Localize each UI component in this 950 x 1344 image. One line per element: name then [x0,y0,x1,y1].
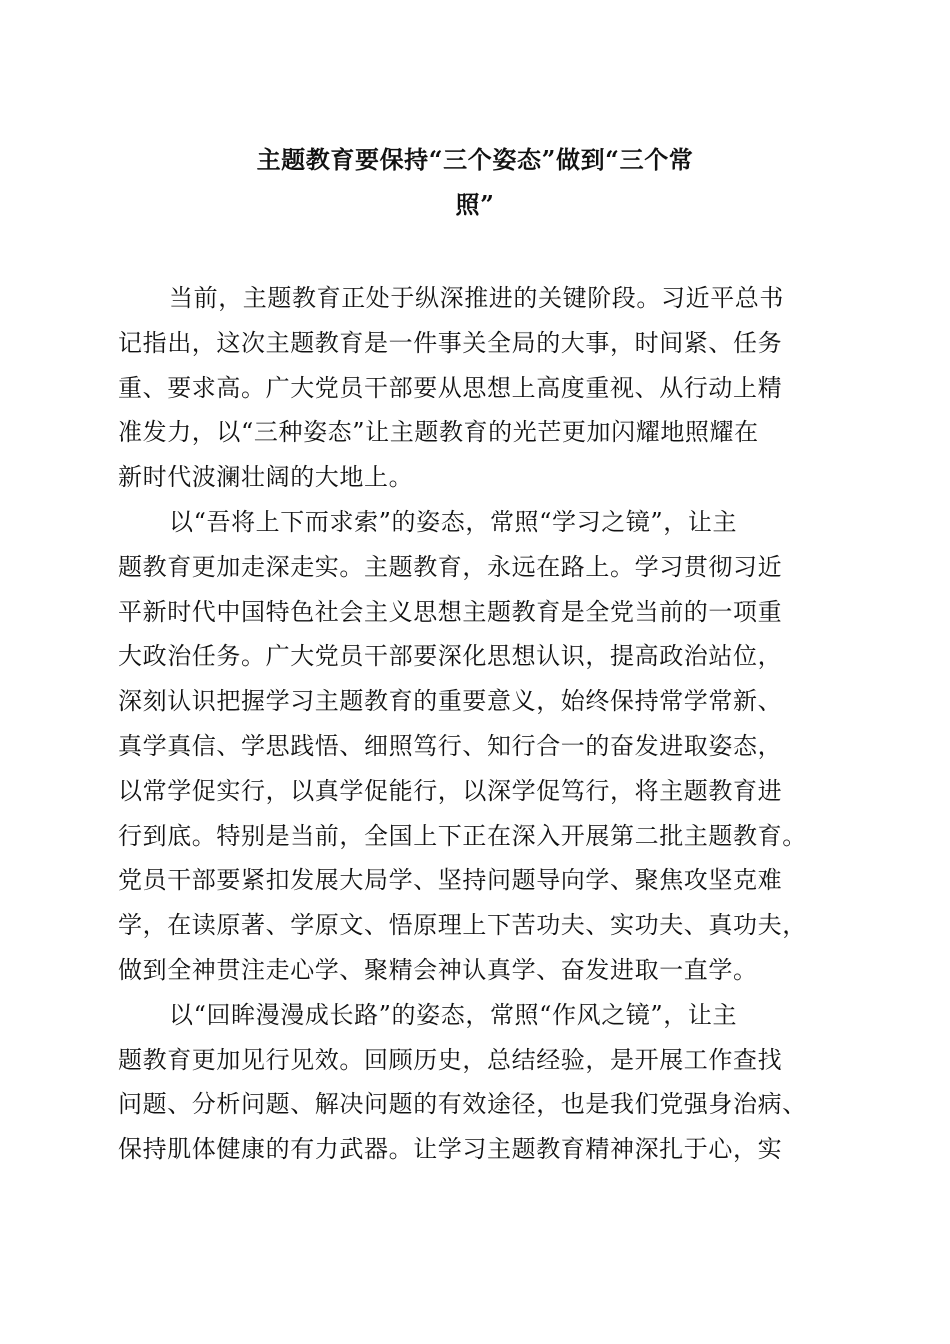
paragraph-line: 题教育更加走深走实。主题教育，永远在路上。学习贯彻习近 [118,552,783,581]
paragraph-line: 深刻认识把握学习主题教育的重要意义，始终保持常学常新、 [118,687,783,716]
paragraph-3 [118,993,838,1172]
document-title [118,138,832,228]
paragraph-line: 以常学促实行，以真学促能行，以深学促笃行，将主题教育进 [118,776,783,805]
paragraph-line: 题教育更加见行见效。回顾历史，总结经验，是开展工作查找 [118,1045,783,1074]
paragraph-line: 以“吾将上下而求索”的姿态，常照“学习之镜”，让主 [169,507,738,536]
paragraph-line: 保持肌体健康的有力武器。让学习主题教育精神深扎于心，实 [118,1135,783,1164]
paragraph-line: 准发力，以“三种姿态”让主题教育的光芒更加闪耀地照耀在 [118,418,759,447]
title-line: 照” [455,189,495,219]
paragraph-line: 平新时代中国特色社会主义思想主题教育是全党当前的一项重 [118,597,783,626]
paragraph-line: 记指出，这次主题教育是一件事关全局的大事，时间紧、任务 [118,328,783,357]
paragraph-line: 党员干部要紧扣发展大局学、坚持问题导向学、聚焦攻坚克难 [118,866,783,895]
paragraph-line: 学，在读原著、学原文、悟原理上下苦功夫、实功夫、真功夫， [118,911,807,940]
document-body [118,276,838,1172]
paragraph-2 [118,500,838,993]
paragraph-line: 新时代波澜壮阔的大地上。 [118,463,414,492]
paragraph-line: 重、要求高。广大党员干部要从思想上高度重视、从行动上精 [118,373,783,402]
paragraph-line: 大政治任务。广大党员干部要深化思想认识，提高政治站位， [118,642,783,671]
paragraph-line: 行到底。特别是当前，全国上下正在深入开展第二批主题教育。 [118,821,807,850]
paragraph-1 [118,276,838,500]
title-line: 主题教育要保持“三个姿态”做到“三个常 [256,145,694,174]
paragraph-line: 当前，主题教育正处于纵深推进的关键阶段。习近平总书 [169,284,784,312]
paragraph-line: 问题、分析问题、解决问题的有效途径，也是我们党强身治病、 [118,1090,807,1119]
paragraph-line: 真学真信、学思践悟、细照笃行、知行合一的奋发进取姿态， [118,731,783,760]
paragraph-line: 以“回眸漫漫成长路”的姿态，常照“作风之镜”，让主 [169,1000,738,1029]
paragraph-line: 做到全神贯注走心学、聚精会神认真学、奋发进取一直学。 [118,955,758,984]
